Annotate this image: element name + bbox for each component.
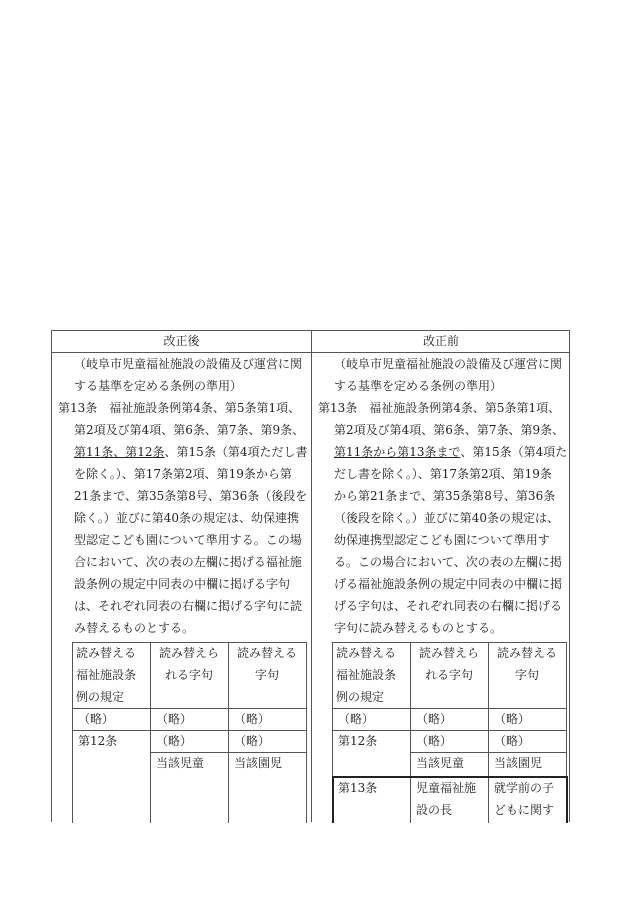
inner-table-cell: 読み替えら — [418, 646, 479, 660]
text-segment: する基準を定める条例の準用） — [74, 379, 243, 393]
text-segment: 第2項及び第4項、第6条、第7条、第9条、 — [334, 423, 565, 437]
inner-table-rule — [72, 642, 306, 643]
paragraph-line — [334, 357, 562, 371]
paragraph-line — [74, 511, 299, 525]
text-segment: 幼保連携型認定こども園について準用す — [334, 533, 550, 547]
paragraph-line — [334, 379, 502, 393]
inner-table-cell: 読み替える — [336, 646, 397, 660]
inner-table-cell: （略） — [234, 712, 271, 726]
paragraph-line — [334, 467, 552, 481]
inner-table-cell: （略） — [156, 712, 193, 726]
inner-table-cell: 第12条 — [78, 734, 118, 748]
inner-table-cell: （略） — [416, 712, 453, 726]
underlined-text: 第11条、第12条 — [74, 445, 165, 459]
paragraph-line — [74, 577, 290, 591]
inner-table-rule — [72, 730, 306, 731]
header-before-revision: 改正前 — [422, 334, 459, 348]
paragraph-line — [334, 555, 562, 569]
paragraph-line — [334, 533, 550, 547]
text-segment: は、それぞれ同表の右欄に掲げる字句に読 — [74, 599, 303, 613]
inner-table-cell: 就学前の子 — [494, 781, 555, 795]
paragraph-line — [58, 401, 300, 415]
inner-table-cell: 当該児童 — [416, 756, 465, 770]
inner-table-cell: （略） — [494, 712, 531, 726]
text-segment: を除く。）、第17条第2項、第19条から第 — [74, 467, 292, 481]
inner-table-rule — [72, 642, 73, 823]
inner-table-cell: 当該園児 — [494, 756, 543, 770]
inner-table-rule — [72, 708, 306, 709]
paragraph-line — [74, 555, 302, 569]
inner-table-cell: （略） — [338, 712, 375, 726]
text-segment: だし書を除く。）、第17条第2項、第19条 — [334, 467, 552, 481]
paragraph-line — [334, 445, 567, 459]
text-segment: 第13条 福祉施設条例第4条、第5条第1項、 — [318, 401, 561, 415]
text-segment: げる字句は、それぞれ同表の右欄に掲げる — [334, 599, 563, 613]
paragraph-line — [334, 599, 562, 613]
paragraph-line — [74, 423, 304, 437]
inner-table-rule — [332, 776, 567, 778]
paragraph-line — [318, 401, 560, 415]
paragraph-line — [334, 577, 562, 591]
inner-table-rule — [332, 708, 566, 709]
text-segment: 、第15条（第4項ただし書 — [164, 445, 308, 459]
text-segment: 、第15条（第4項た — [460, 445, 568, 459]
inner-table-rule — [332, 642, 566, 643]
inner-table-rule — [150, 642, 151, 823]
inner-table-cell: 読み替える — [496, 646, 557, 660]
paragraph-line — [334, 423, 564, 437]
paragraph-line — [74, 621, 194, 635]
paragraph-line — [74, 467, 292, 481]
text-segment: 除く。）並びに第40条の規定は、幼保連携 — [74, 511, 300, 525]
text-segment: 合において、次の表の左欄に掲げる福祉施 — [74, 555, 302, 569]
inner-table-cell: れる字句 — [424, 668, 473, 682]
inner-table-cell: 読み替える — [76, 646, 137, 660]
inner-table-cell: どもに関す — [494, 803, 555, 817]
paragraph-line — [74, 357, 302, 371]
text-segment: （後段を除く。）並びに第40条の規定は、 — [334, 511, 560, 525]
inner-table-rule — [332, 730, 566, 731]
paragraph-line — [74, 379, 242, 393]
paragraph-line — [334, 489, 555, 503]
inner-table-cell: （略） — [416, 734, 453, 748]
inner-table-cell: （略） — [494, 734, 531, 748]
inner-table-cell: 福祉施設条 — [336, 668, 397, 682]
text-segment: （岐阜市児童福祉施設の設備及び運営に関 — [334, 357, 563, 371]
inner-table-rule — [228, 642, 229, 823]
paragraph-line — [74, 599, 302, 613]
inner-table-rule — [410, 642, 411, 823]
inner-table-cell: 読み替えら — [158, 646, 219, 660]
inner-table-cell: 設の長 — [416, 803, 453, 817]
inner-table-rule — [566, 776, 568, 823]
inner-table-cell: 児童福祉施 — [416, 781, 477, 795]
paragraph-line — [74, 489, 307, 503]
inner-table-cell: 第13条 — [338, 781, 378, 795]
inner-table-cell: 第12条 — [338, 734, 378, 748]
inner-table-cell: 例の規定 — [76, 690, 125, 704]
text-segment: 第13条 福祉施設条例第4条、第5条第1項、 — [58, 401, 301, 415]
inner-table-cell: 読み替える — [236, 646, 297, 660]
paragraph-line — [334, 621, 502, 635]
inner-table-cell: 当該園児 — [234, 756, 283, 770]
text-segment: 字句に読み替えるものとする。 — [334, 621, 503, 635]
inner-table-cell: 例の規定 — [336, 690, 385, 704]
paragraph-line — [74, 445, 307, 459]
text-segment: （岐阜市児童福祉施設の設備及び運営に関 — [74, 357, 303, 371]
text-segment: する基準を定める条例の準用） — [334, 379, 503, 393]
inner-table-cell: 字句 — [254, 668, 279, 682]
inner-table-rule — [306, 642, 307, 823]
inner-table-cell: （略） — [234, 734, 271, 748]
text-segment: げる福祉施設条例の規定中同表の中欄に掲 — [334, 577, 563, 591]
underlined-text: 第11条から第13条まで — [334, 445, 461, 459]
inner-table-cell: 字句 — [514, 668, 539, 682]
inner-table-cell: 当該児童 — [156, 756, 205, 770]
text-segment: 設条例の規定中同表の中欄に掲げる字句 — [74, 577, 291, 591]
column-after-revision — [52, 331, 311, 822]
column-before-revision — [312, 331, 570, 822]
text-segment: み替えるものとする。 — [74, 621, 195, 635]
inner-table-cell: （略） — [156, 734, 193, 748]
text-segment: 21条まで、第35条第8号、第36条（後段を — [74, 489, 308, 503]
text-segment: 型認定こども園について準用する。この場 — [74, 533, 302, 547]
text-segment: から第21条まで、第35条第8号、第36条 — [334, 489, 556, 503]
paragraph-line — [74, 533, 302, 547]
inner-table-cell: （略） — [78, 712, 115, 726]
paragraph-line — [334, 511, 559, 525]
text-segment: 第2項及び第4項、第6条、第7条、第9条、 — [74, 423, 305, 437]
header-after-revision: 改正後 — [163, 334, 200, 348]
inner-table-rule — [332, 776, 334, 823]
inner-table-rule — [488, 642, 489, 823]
comparison-table — [51, 330, 570, 822]
inner-table-cell: 福祉施設条 — [76, 668, 137, 682]
text-segment: る。この場合において、次の表の左欄に掲 — [334, 555, 562, 569]
inner-table-cell: れる字句 — [164, 668, 213, 682]
